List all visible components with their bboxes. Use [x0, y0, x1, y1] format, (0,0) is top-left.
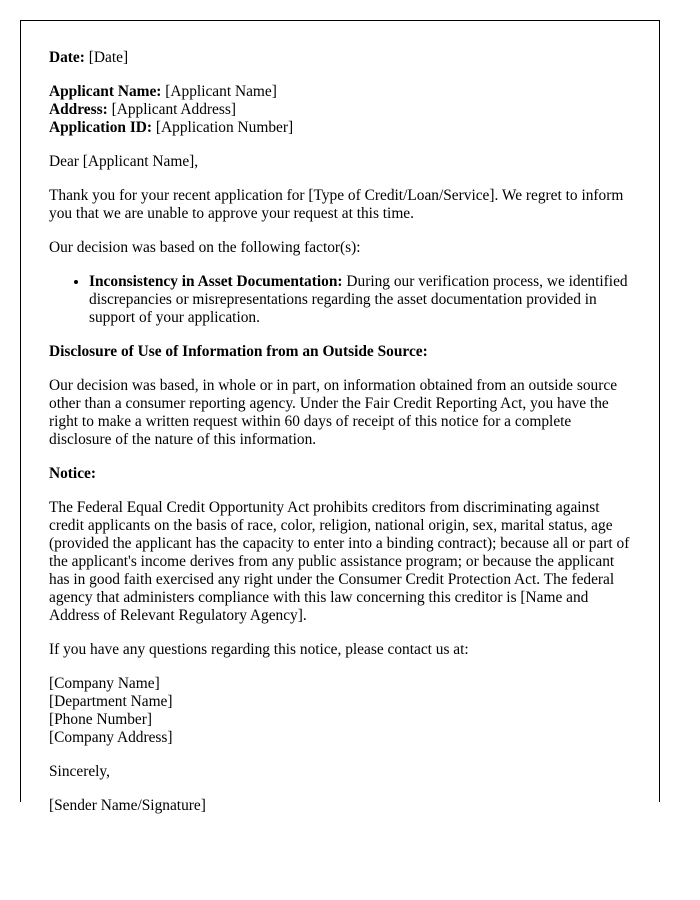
notice-text: The Federal Equal Credit Opportunity Act prohibits creditors from discriminating against credit applicants on the basis of race, color, religion, national origin, sex, marital status, age (provided the applicant has the capacity to enter into a binding contract); because all or part of the applicant's income derives from any public assistance program; or because the applicant has in good faith exercised any right under the Consumer Credit Protection Act. The federal agency that administers compliance with this law concerning this creditor is [Name and Address of Relevant Regulatory Agency].: [49, 499, 630, 624]
intro-paragraph: Thank you for your recent application for [Type of Credit/Loan/Service]. We regret to inform you that we are unable to approve your request at this time.: [49, 187, 624, 222]
applicant-block: [49, 83, 631, 137]
phone-number: [Phone Number]: [49, 711, 153, 728]
application-id-label: Application ID:: [49, 119, 153, 136]
disclosure-text: Our decision was based, in whole or in part, on information obtained from an outside source other than a consumer reporting agency. Under the Fair Credit Reporting Act, you have the right to make a written request within 60 days of receipt of this notice for a complete disclosure of the nature of this information.: [49, 377, 618, 448]
application-id-value: [Application Number]: [155, 119, 294, 136]
address-line: [49, 101, 631, 119]
contact-intro: If you have any questions regarding this notice, please contact us at:: [49, 641, 469, 658]
closing: Sincerely,: [49, 763, 110, 780]
factors-intro: Our decision was based on the following factor(s):: [49, 239, 361, 256]
applicant-name-line: [49, 83, 631, 101]
signature: [Sender Name/Signature]: [49, 797, 206, 814]
company-address: [Company Address]: [49, 729, 173, 746]
letter-content: [21, 21, 659, 815]
factor-text: During our verification process, we identified discrepancies or misrepresentations regarding the asset documentation provided in support of your application.: [89, 273, 628, 326]
applicant-name-value: [Applicant Name]: [165, 83, 277, 100]
date-label: Date:: [49, 49, 85, 66]
contact-block: [49, 675, 631, 747]
applicant-name-label: Applicant Name:: [49, 83, 162, 100]
address-value: [Applicant Address]: [111, 101, 236, 118]
application-id-line: [49, 119, 631, 137]
notice-heading: Notice:: [49, 465, 96, 482]
company-name: [Company Name]: [49, 675, 160, 692]
letter-page: [20, 20, 660, 814]
salutation: Dear [Applicant Name],: [49, 153, 199, 170]
date-line: [49, 49, 631, 67]
factors-list: [49, 273, 631, 327]
department-name: [Department Name]: [49, 693, 173, 710]
date-value: [Date]: [88, 49, 129, 66]
disclosure-heading: Disclosure of Use of Information from an Outside Source:: [49, 343, 428, 360]
factor-item: [89, 273, 631, 327]
address-label: Address:: [49, 101, 108, 118]
factor-title: Inconsistency in Asset Documentation:: [89, 273, 343, 290]
